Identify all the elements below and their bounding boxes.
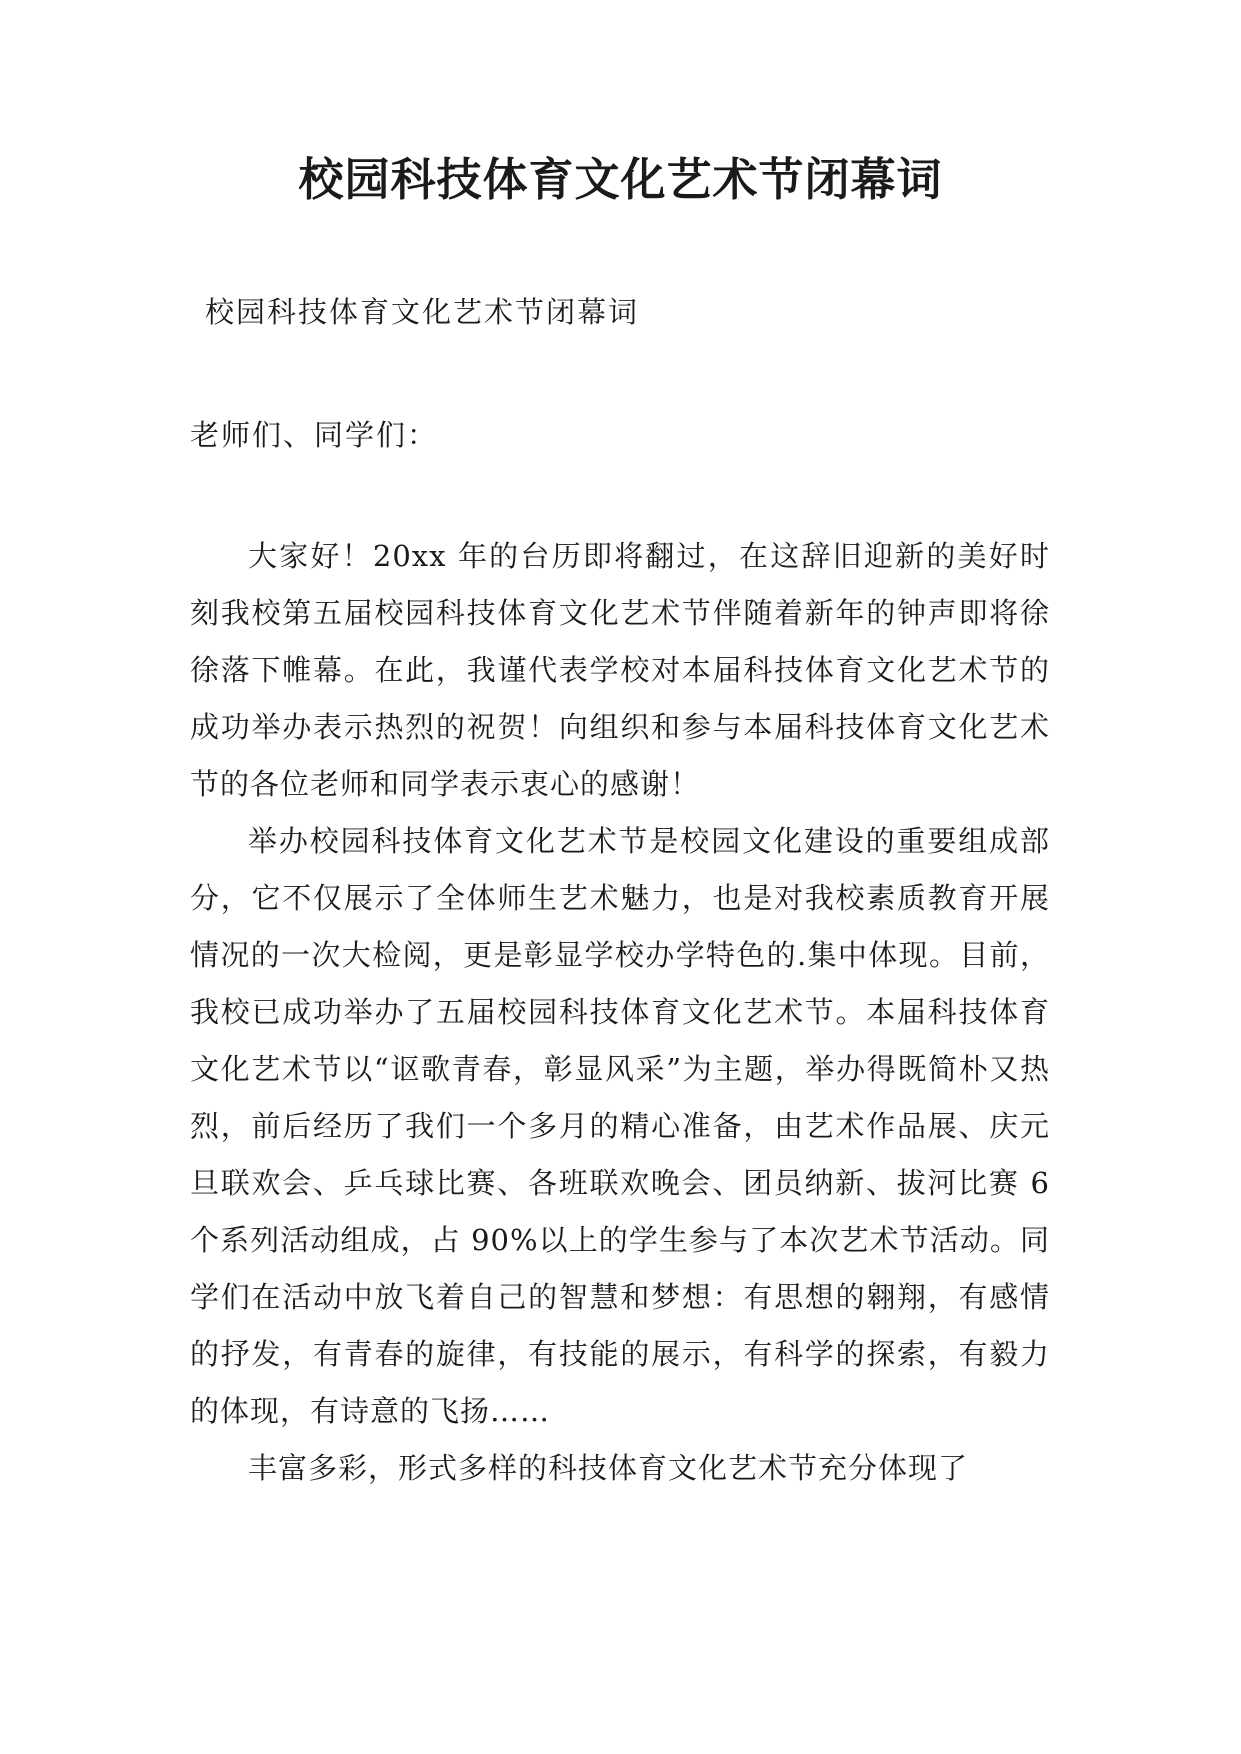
greeting-line: 老师们、同学们： <box>190 418 439 452</box>
document-title: 校园科技体育文化艺术节闭幕词 <box>298 153 943 206</box>
paragraph-1: 大家好！20xx 年的台历即将翻过，在这辞旧迎新的美好时刻我校第五届校园科技体育文化艺术节伴随着新年的钟声即将徐徐落下帷幕。在此，我谨代表学校对本届科技体育文化艺术节的成功举办表示热烈的祝贺！向组织和参与本届科技体育文化艺术节的各位老师和同学表示衷心的感谢！ <box>190 539 1050 801</box>
paragraph-3: 丰富多彩，形式多样的科技体育文化艺术节充分体现了 <box>248 1451 969 1485</box>
body-text <box>190 528 1050 1497</box>
paragraph-2: 举办校园科技体育文化艺术节是校园文化建设的重要组成部分，它不仅展示了全体师生艺术魅力，也是对我校素质教育开展情况的一次大检阅，更是彰显学校办学特色的.集中体现。目前，我校已成功举办了五届校园科技体育文化艺术节。本届科技体育文化艺术节以“讴歌青春，彰显风采”为主题，举办得既简朴又热烈，前后经历了我们一个多月的精心准备，由艺术作品展、庆元旦联欢会、乒乓球比赛、各班联欢晚会、团员纳新、拔河比赛 6 个系列活动组成，占 90%以上的学生参与了本次艺术节活动。同学们在活动中放飞着自己的智慧和梦想：有思想的翱翔，有感情的抒发，有青春的旋律，有技能的展示，有科学的探索，有毅力的体现，有诗意的飞扬…… <box>190 824 1050 1428</box>
document-subtitle: 校园科技体育文化艺术节闭幕词 <box>205 295 640 329</box>
